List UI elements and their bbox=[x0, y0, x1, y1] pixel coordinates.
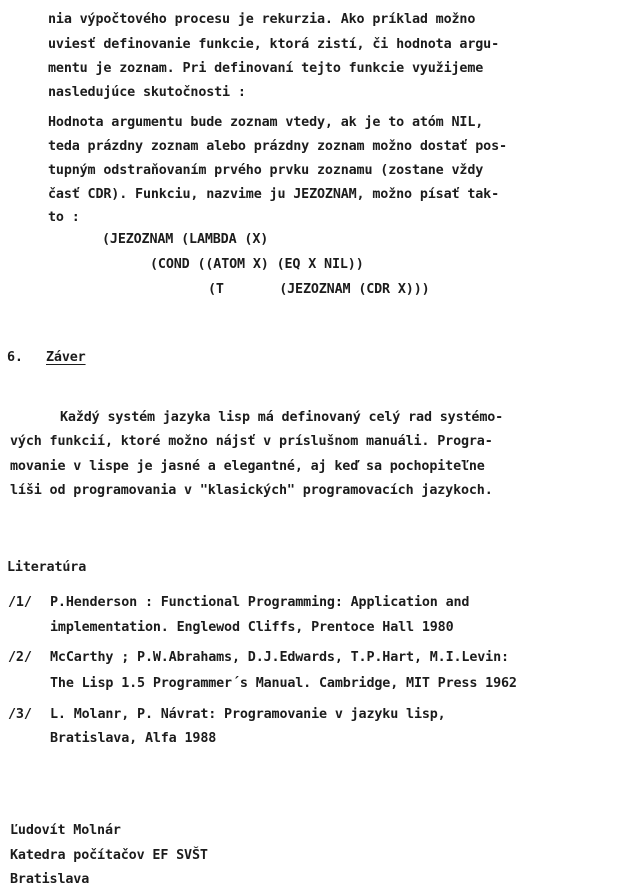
reference-number: /3/ bbox=[8, 707, 32, 722]
conclusion-line: vých funkcií, ktoré možno nájsť v príslušnom manuáli. Progra- bbox=[10, 434, 493, 449]
code-line: (T (JEZOZNAM (CDR X))) bbox=[208, 282, 430, 297]
fact-line: teda prázdny zoznam alebo prázdny zoznam možno dostať pos- bbox=[48, 139, 507, 154]
reference-line: L. Molanr, P. Návrat: Programovanie v jazyku lisp, bbox=[50, 707, 446, 722]
section-title: Záver bbox=[46, 350, 86, 365]
conclusion-line: Každý systém jazyka lisp má definovaný celý rad systémo- bbox=[60, 410, 504, 425]
reference-number: /2/ bbox=[8, 650, 32, 665]
reference-line: The Lisp 1.5 Programmer´s Manual. Cambridge, MIT Press 1962 bbox=[50, 676, 517, 691]
conclusion-line: movanie v lispe je jasné a elegantné, aj keď sa pochopiteľne bbox=[10, 459, 485, 474]
author-city: Bratislava bbox=[10, 872, 90, 887]
conclusion-line: líši od programovania v "klasických" programovacích jazykoch. bbox=[10, 483, 493, 498]
reference-line: McCarthy ; P.W.Abrahams, D.J.Edwards, T.P.Hart, M.I.Levin: bbox=[50, 650, 509, 665]
author-name: Ľudovít Molnár bbox=[10, 823, 121, 838]
code-line: (JEZOZNAM (LAMBDA (X) bbox=[102, 232, 269, 247]
reference-line: P.Henderson : Functional Programming: Application and bbox=[50, 595, 470, 610]
intro-line: nasledujúce skutočnosti : bbox=[48, 85, 246, 100]
author-department: Katedra počítačov EF SVŠT bbox=[10, 848, 208, 863]
fact-line: Hodnota argumentu bude zoznam vtedy, ak je to atóm NIL, bbox=[48, 115, 484, 130]
intro-line: uviesť definovanie funkcie, ktorá zistí, či hodnota argu- bbox=[48, 37, 499, 52]
section-number: 6. bbox=[7, 350, 23, 365]
intro-line: mentu je zoznam. Pri definovaní tejto funkcie využijeme bbox=[48, 61, 484, 76]
reference-line: Bratislava, Alfa 1988 bbox=[50, 731, 217, 746]
fact-line: to : bbox=[48, 210, 80, 225]
reference-line: implementation. Englewod Cliffs, Prentoce Hall 1980 bbox=[50, 620, 454, 635]
reference-number: /1/ bbox=[8, 595, 32, 610]
literature-heading: Literatúra bbox=[7, 560, 87, 575]
code-line: (COND ((ATOM X) (EQ X NIL)) bbox=[150, 257, 364, 272]
fact-line: časť CDR). Funkciu, nazvime ju JEZOZNAM, možno písať tak- bbox=[48, 187, 499, 202]
intro-line: nia výpočtového procesu je rekurzia. Ako príklad možno bbox=[48, 12, 476, 27]
fact-line: tupným odstraňovaním prvého prvku zoznamu (zostane vždy bbox=[48, 163, 484, 178]
